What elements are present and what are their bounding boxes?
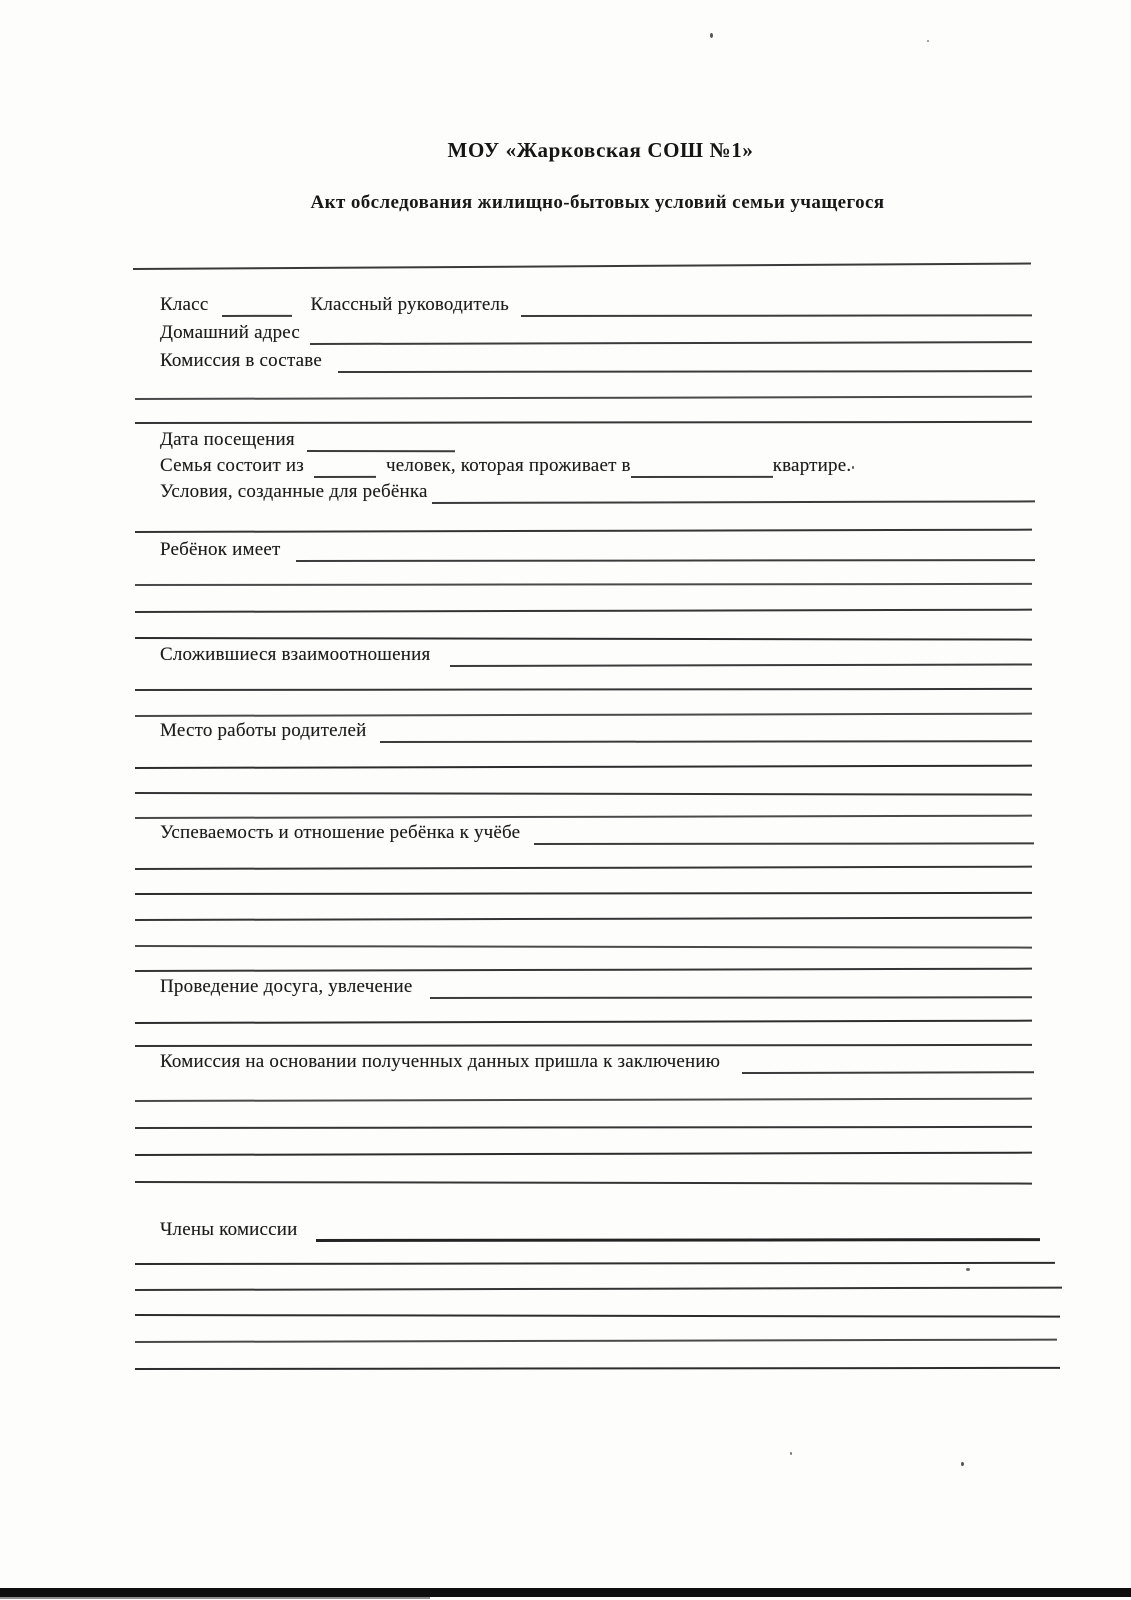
page-title: МОУ «Жарковская СОШ №1» [447,138,754,162]
ruled-line [135,688,1032,691]
teacher-label: Классный руководитель [310,294,510,315]
visit-date-fill-line [307,442,455,452]
ruled-line [135,1044,1032,1047]
ruled-line [135,1314,1060,1318]
ruled-line [135,1262,1055,1265]
ruled-line [135,892,1032,895]
class-fill-line [222,307,292,317]
scan-speck [710,33,713,38]
scan-edge-strip [0,1588,1131,1597]
leisure-label: Проведение досуга, увлечение [160,976,413,997]
relationships-label: Сложившиеся взаимоотношения [160,644,431,665]
commission-label: Комиссия в составе [160,350,323,371]
ruled-line [135,1020,1032,1024]
ruled-line [135,1098,1032,1102]
ruled-line [135,1126,1032,1129]
ruled-line [135,765,1032,769]
field-row-parents-workplace [160,717,1032,743]
page-subtitle: Акт обследования жилищно-бытовых условий семьи учащегося [310,192,885,213]
ruled-line [135,917,1032,921]
family-suffix-label: квартире. [772,455,852,476]
conclusion-label: Комиссия на основании полученных данных пришла к заключению [160,1051,721,1072]
scan-speck [790,1452,792,1455]
scan-speck [961,1462,964,1466]
commission-fill-line [338,362,1032,373]
scan-speck [852,466,854,469]
ruled-line [135,529,1032,533]
field-row-commission-members [160,1216,1040,1242]
conclusion-fill-line [742,1063,1034,1074]
field-row-class-teacher [160,291,1032,317]
field-row-leisure [160,973,1032,999]
field-row-visit-date [160,426,460,452]
ruled-line [135,1339,1057,1343]
ruled-line [135,968,1032,972]
child-has-fill-line [296,551,1035,562]
field-row-relationships [160,641,1032,667]
family-count-fill-line [314,468,376,478]
visit-date-label: Дата посещения [160,429,295,450]
family-middle-label: человек, которая проживает в [386,455,631,476]
ruled-line [135,1152,1032,1156]
ruled-line [135,421,1032,424]
ruled-line [135,583,1032,586]
ruled-line [135,1367,1060,1370]
ruled-line [135,1181,1032,1185]
school-performance-fill-line [534,834,1034,845]
commission-members-label: Члены комиссии [160,1219,298,1240]
leisure-fill-line [430,988,1032,999]
field-row-commission [160,347,1032,373]
field-row-family [160,452,1032,478]
school-performance-label: Успеваемость и отношение ребёнка к учёбе [160,822,521,843]
ruled-line [135,792,1032,796]
parents-workplace-label: Место работы родителей [160,720,367,741]
conditions-fill-line [432,492,1035,504]
ruled-line [135,866,1032,870]
family-apartment-fill-line [631,468,773,478]
scan-speck [966,1268,970,1271]
ruled-line [135,1287,1062,1291]
class-label: Класс [160,294,209,315]
field-row-home-address [160,319,1032,345]
conditions-label: Условия, созданные для ребёнка [160,481,428,502]
field-row-conclusion [160,1048,1034,1074]
scan-edge-noise [0,1597,430,1599]
ruled-line [135,609,1032,613]
child-has-label: Ребёнок имеет [160,539,281,560]
ruled-line [133,263,1031,270]
commission-members-fill-line [316,1230,1040,1242]
teacher-fill-line [521,306,1032,317]
field-row-conditions [160,478,1035,504]
field-row-school-performance [160,819,1034,845]
ruled-line [135,945,1032,949]
field-row-child-has [160,536,1035,562]
relationships-fill-line [450,655,1032,667]
family-prefix-label: Семья состоит из [160,455,305,476]
home-address-label: Домашний адрес [160,322,301,343]
parents-workplace-fill-line [380,732,1032,743]
scan-speck [927,40,929,42]
home-address-fill-line [310,333,1032,345]
ruled-line [135,396,1032,400]
